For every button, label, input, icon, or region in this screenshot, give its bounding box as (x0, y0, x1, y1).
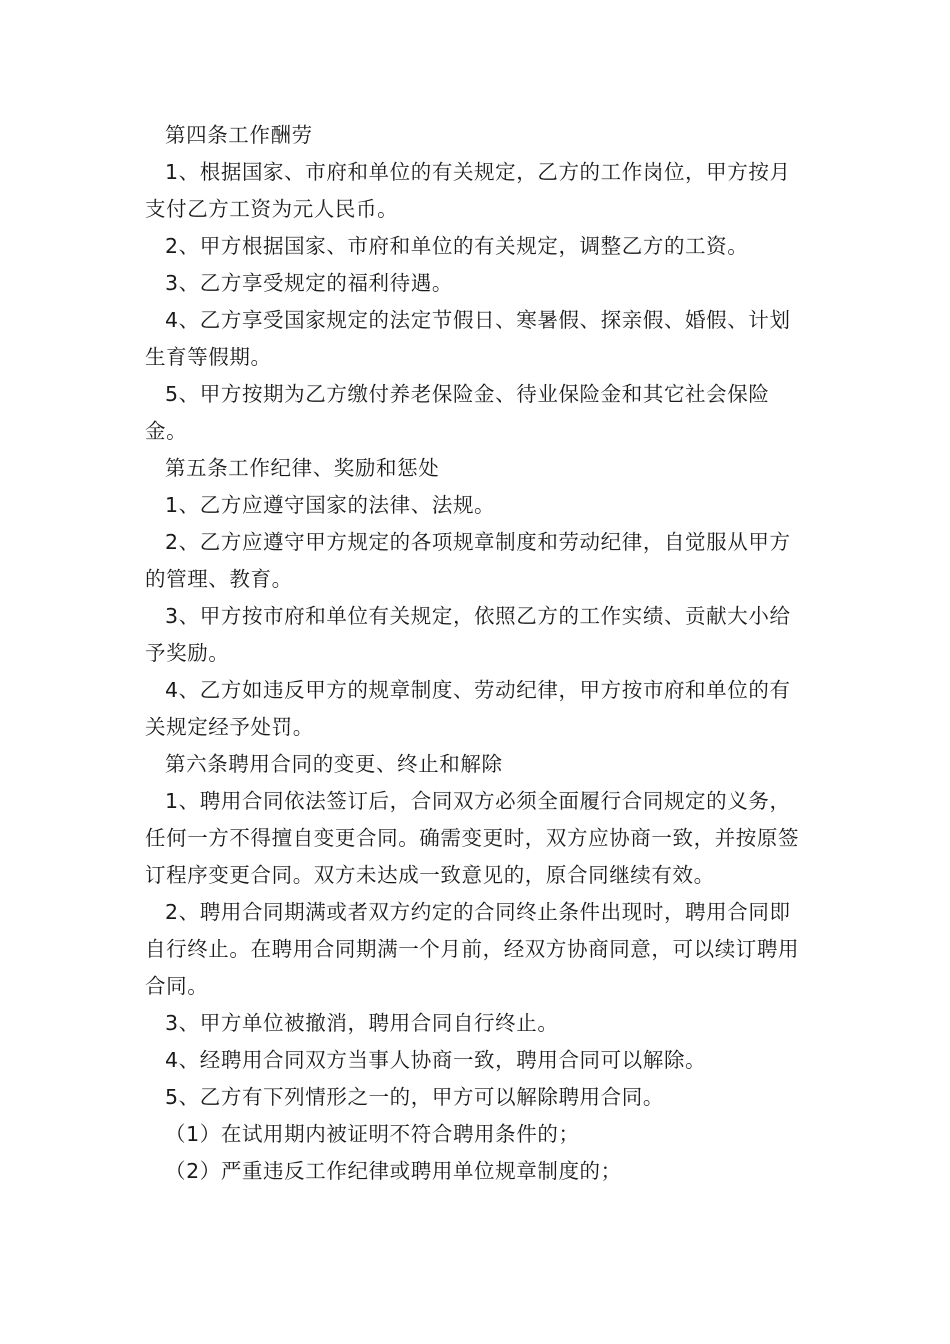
paragraph: 3、乙方享受规定的福利待遇。 (165, 271, 453, 295)
paragraph: 2、聘用合同期满或者双方约定的合同终止条件出现时，聘用合同即自行终止。在聘用合同期满一个月前，经双方协商同意，可以续订聘用合同。 (145, 900, 800, 998)
paragraph: 3、甲方按市府和单位有关规定，依照乙方的工作实绩、贡献大小给予奖励。 (145, 604, 791, 665)
paragraph: 2、甲方根据国家、市府和单位的有关规定，调整乙方的工资。 (165, 234, 749, 258)
paragraph: 1、乙方应遵守国家的法律、法规。 (165, 493, 496, 517)
paragraph: 1、根据国家、市府和单位的有关规定，乙方的工作岗位，甲方按月支付乙方工资为元人民币。 (145, 160, 791, 221)
list-item: （2）严重违反工作纪律或聘用单位规章制度的； (165, 1159, 622, 1183)
paragraph: 5、乙方有下列情形之一的，甲方可以解除聘用合同。 (165, 1085, 664, 1109)
section-heading-6: 第六条聘用合同的变更、终止和解除 (165, 752, 503, 776)
paragraph: 5、甲方按期为乙方缴付养老保险金、待业保险金和其它社会保险金。 (145, 382, 770, 443)
document-body (145, 117, 810, 1190)
paragraph: 2、乙方应遵守甲方规定的各项规章制度和劳动纪律，自觉服从甲方的管理、教育。 (145, 530, 791, 591)
section-heading-5: 第五条工作纪律、奖励和惩处 (165, 456, 440, 480)
paragraph: 3、甲方单位被撤消，聘用合同自行终止。 (165, 1011, 559, 1035)
paragraph: 1、聘用合同依法签订后，合同双方必须全面履行合同规定的义务，任何一方不得擅自变更合同。确需变更时，双方应协商一致，并按原签订程序变更合同。双方未达成一致意见的，原合同继续有效。 (145, 789, 800, 887)
paragraph: 4、经聘用合同双方当事人协商一致，聘用合同可以解除。 (165, 1048, 707, 1072)
section-heading-4: 第四条工作酬劳 (165, 123, 313, 147)
paragraph: 4、乙方如违反甲方的规章制度、劳动纪律，甲方按市府和单位的有关规定经予处罚。 (145, 678, 791, 739)
list-item: （1）在试用期内被证明不符合聘用条件的； (165, 1122, 580, 1146)
paragraph: 4、乙方享受国家规定的法定节假日、寒暑假、探亲假、婚假、计划生育等假期。 (145, 308, 791, 369)
